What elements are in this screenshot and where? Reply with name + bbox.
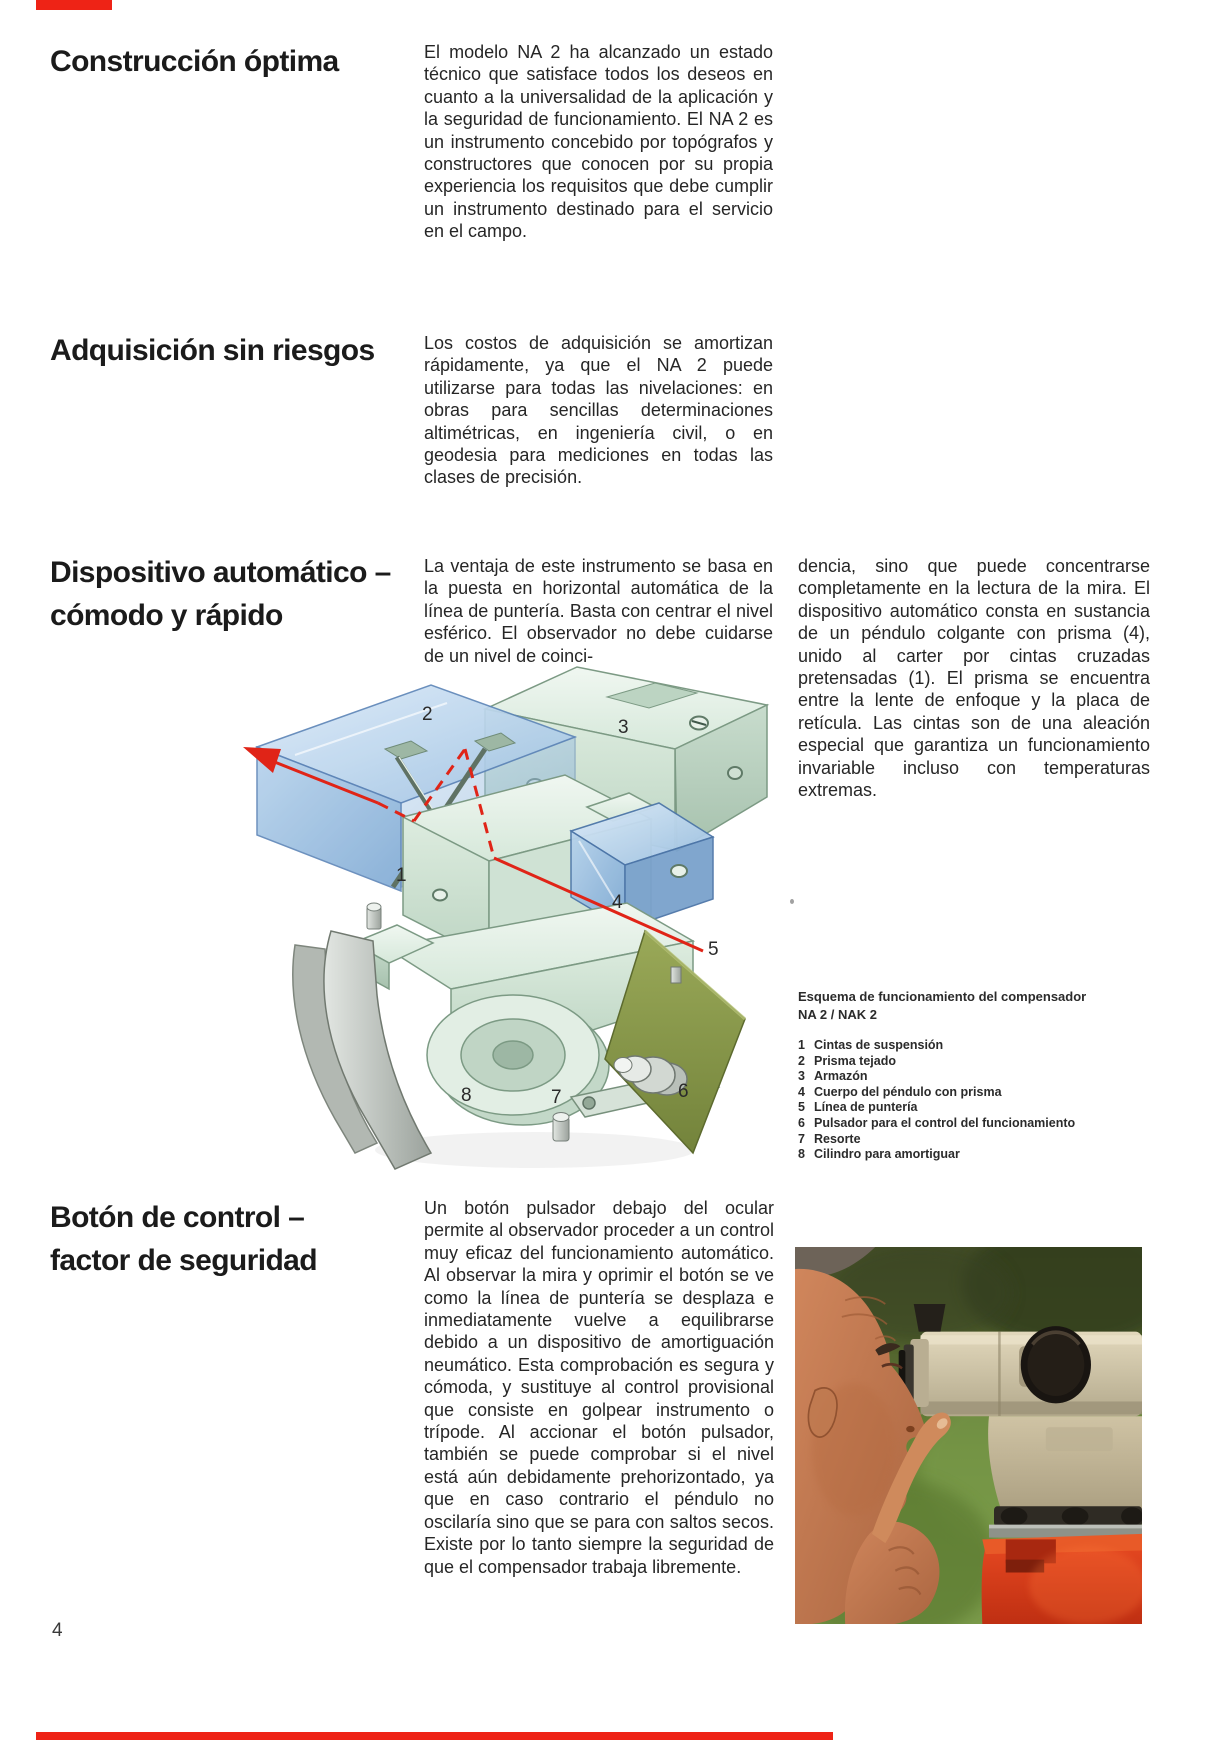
tripod-head (982, 1534, 1142, 1624)
paragraph-dispositivo-col2: dencia, sino que puede concentrarse completamente en la lectura de la mira. El dispositivo automático consta en sustancia de un péndulo colgante con prisma (4), unido al carter por cintas cruzadas pretensadas (1). El prisma se encuentra entre la lente de enfoque y la placa de retícula. Las cintas son de una aleación especial que garantiza un funcionamiento invariable incluso con temperaturas extremas. (798, 556, 1150, 801)
legend-label: Pulsador para el control del funcionamiento (814, 1115, 1076, 1130)
legend-number: 8 (798, 1147, 805, 1162)
figure-label-3: 3 (618, 717, 629, 738)
legend-item (798, 1038, 1188, 1054)
legend-number: 1 (798, 1038, 805, 1052)
legend-label: Cintas de suspensión (814, 1038, 944, 1052)
legend-item (798, 1147, 1188, 1163)
legend-item (798, 1132, 1188, 1148)
legend-item (798, 1116, 1188, 1132)
section-heading-dispositivo (50, 551, 391, 637)
heading-line: Dispositivo automático – (50, 556, 391, 589)
print-artifact-dot (790, 899, 794, 904)
page-number: 4 (52, 1620, 63, 1641)
legend-label: Resorte (814, 1131, 861, 1146)
section-heading-boton (50, 1196, 317, 1282)
compensator-illustration (235, 645, 770, 1180)
paragraph-boton: Un botón pulsador debajo del ocular permite al observador proceder a un control muy eficaz del funcionamiento automático. Al observar la mira y oprimir el botón se ve como la línea de puntería se desplaza e inmediatamente vuelve a equilibrarse debido a un dispositivo de amortiguación neumático. Esta comprobación es segura y cómoda, y sustituye al control provisional que consiste en golpear instrumento o trípode. Al accionar el botón pulsador, también se puede comprobar si el nivel está aún debidamente prehorizontado, ya que en caso contrario el péndulo no oscilaría sino que se para con saltos secos. Existe por lo tanto siempre la seguridad de que el compensador trabaja libremente. (424, 1198, 774, 1577)
legend-number: 4 (798, 1084, 805, 1099)
legend-label: Cilindro para amortiguar (814, 1147, 960, 1162)
legend-item (798, 1054, 1188, 1070)
diagram-legend (798, 1038, 1188, 1163)
section-heading-construccion: Construcción óptima (50, 45, 339, 78)
paragraph-dispositivo-col1: La ventaja de este instrumento se basa en la puesta en horizontal automática de la línea de puntería. Basta con centrar el nivel esférico. El observador no debe cuidarse de un nivel de coinci- (424, 556, 773, 666)
heading-line: factor de seguridad (50, 1244, 317, 1277)
red-accent-bar-top (36, 0, 112, 10)
heading-line: Botón de control – (50, 1201, 305, 1234)
heading-line: cómodo y rápido (50, 599, 283, 632)
legend-label: Prisma tejado (814, 1053, 896, 1068)
legend-label: Armazón (814, 1069, 868, 1084)
legend-label: Línea de puntería (814, 1100, 918, 1115)
figure-label-1: 1 (396, 865, 407, 886)
caption-line: NA 2 / NAK 2 (798, 1007, 877, 1022)
legend-label: Cuerpo del péndulo con prisma (814, 1084, 1002, 1099)
figure-label-7: 7 (551, 1087, 562, 1108)
figure-label-6: 6 (678, 1081, 689, 1102)
leaf-spring (293, 931, 431, 1169)
legend-number: 7 (798, 1131, 805, 1146)
paragraph-construccion: El modelo NA 2 ha alcanzado un estado técnico que satisface todos los deseos en cuanto a la universalidad de la aplicación y la seguridad de funcionamiento. El NA 2 es un instrumento concebido por topógrafos y constructores que conocen por su propia experiencia los requisitos que debe cumplir un instrumento destinado para el servicio en el campo. (424, 42, 773, 242)
legend-item (798, 1100, 1188, 1116)
compensator-diagram (235, 645, 770, 1180)
legend-item (798, 1085, 1188, 1101)
legend-number: 5 (798, 1100, 805, 1115)
section-heading-adquisicion: Adquisición sin riesgos (50, 334, 375, 367)
legend-number: 2 (798, 1053, 805, 1068)
figure-label-8: 8 (461, 1085, 472, 1106)
diagram-caption (798, 988, 1168, 1024)
paragraph-adquisicion: Los costos de adquisición se amortizan rápidamente, ya que el NA 2 puede utilizarse para todas las nivelaciones: en obras para sencillas determinaciones altimétricas, en ingeniería civil, o en geodesia para mediciones en todas las clases de precisión. (424, 333, 773, 488)
legend-item (798, 1069, 1188, 1085)
legend-number: 6 (798, 1115, 805, 1130)
figure-label-4: 4 (612, 892, 623, 913)
observer-photo-illustration (795, 1247, 1142, 1624)
caption-line: Esquema de funcionamiento del compensador (798, 989, 1087, 1004)
observer-photo (795, 1247, 1142, 1624)
figure-label-2: 2 (422, 704, 433, 725)
legend-number: 3 (798, 1069, 805, 1084)
figure-label-5: 5 (708, 939, 719, 960)
red-accent-bar-bottom (36, 1732, 833, 1740)
